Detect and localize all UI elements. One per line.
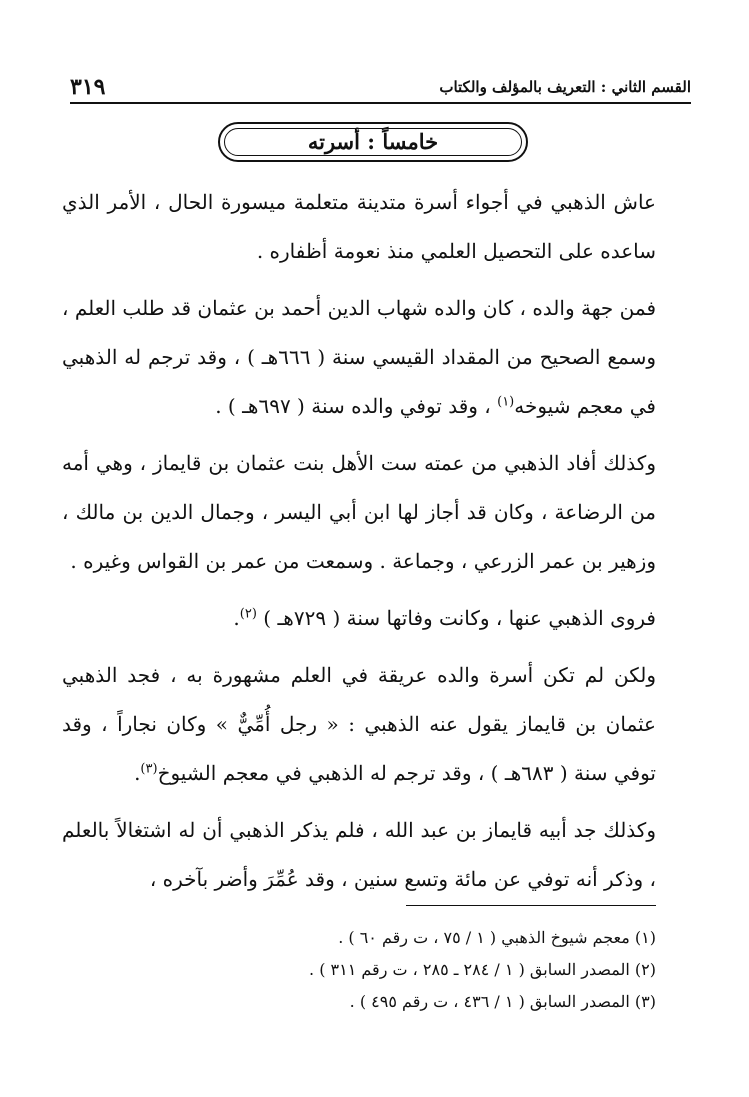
- footnote-reference: (٢): [239, 606, 257, 622]
- running-header: [70, 74, 691, 104]
- page-number: ٣١٩: [70, 74, 106, 100]
- footnote-reference: (١): [497, 394, 515, 410]
- paragraph-text: ولكن لم تكن أسرة والده عريقة في العلم مشهورة به ، فجد الذهبي عثمان بن قايماز يقول عنه الذهبي : « رجل أُمِّيٌّ » وكان نجاراً ، وقد توفي سنة ( ٦٨٣هـ ) ، وقد ترجم له الذهبي في معجم الشيوخ: [62, 663, 656, 785]
- paragraph-text: ، وقد توفي والده سنة ( ٦٩٧هـ ) .: [215, 394, 498, 418]
- paragraph-text: فروى الذهبي عنها ، وكانت وفاتها سنة ( ٧٢٩هـ ): [256, 606, 656, 630]
- running-title: القسم الثاني : التعريف بالمؤلف والكتاب: [439, 78, 691, 96]
- paragraph-6: [62, 806, 656, 904]
- footnote-divider: [406, 905, 656, 906]
- section-heading: خامساً : أسرته: [307, 129, 439, 154]
- paragraph-text: وكذلك جد أبيه قايماز بن عبد الله ، فلم يذكر الذهبي أن له اشتغالاً بالعلم ، وذكر أنه توفي عن مائة وتسع سنين ، وقد عُمِّرَ وأضر بآخره ،: [62, 818, 656, 891]
- paragraph-3: [62, 439, 656, 586]
- footnote-1: (١) معجم شيوخ الذهبي ( ١ / ٧٥ ، ت رقم ٦٠ ) .: [338, 928, 656, 947]
- body-text: [62, 178, 656, 912]
- paragraph-text: .: [233, 606, 240, 630]
- section-heading-frame: [218, 122, 528, 162]
- paragraph-2: [62, 284, 656, 431]
- paragraph-text: .: [134, 761, 141, 785]
- footnotes: [62, 922, 656, 1018]
- paragraph-5: [62, 651, 656, 798]
- paragraph-4: [62, 594, 656, 643]
- paragraph-text: فمن جهة والده ، كان والده شهاب الدين أحمد بن عثمان قد طلب العلم ، وسمع الصحيح من المقداد القيسي سنة ( ٦٦٦هـ ) ، وقد ترجم له الذهبي في معجم شيوخه: [62, 296, 656, 418]
- paragraph-text: عاش الذهبي في أجواء أسرة متدينة متعلمة ميسورة الحال ، الأمر الذي ساعده على التحصيل العلمي منذ نعومة أظفاره .: [62, 190, 656, 263]
- paragraph-text: وكذلك أفاد الذهبي من عمته ست الأهل بنت عثمان بن قايماز ، وهي أمه من الرضاعة ، وكان قد أجاز لها ابن أبي اليسر ، وجمال الدين بن مالك ، وزهير بن عمر الزرعي ، وجماعة . وسمعت من عمر بن القواس وغيره .: [62, 451, 656, 573]
- paragraph-1: [62, 178, 656, 276]
- footnote-2: (٢) المصدر السابق ( ١ / ٢٨٤ ـ ٢٨٥ ، ت رقم ٣١١ ) .: [309, 960, 656, 979]
- footnote-3: (٣) المصدر السابق ( ١ / ٤٣٦ ، ت رقم ٤٩٥ ) .: [349, 992, 656, 1011]
- footnote-reference: (٣): [140, 761, 158, 777]
